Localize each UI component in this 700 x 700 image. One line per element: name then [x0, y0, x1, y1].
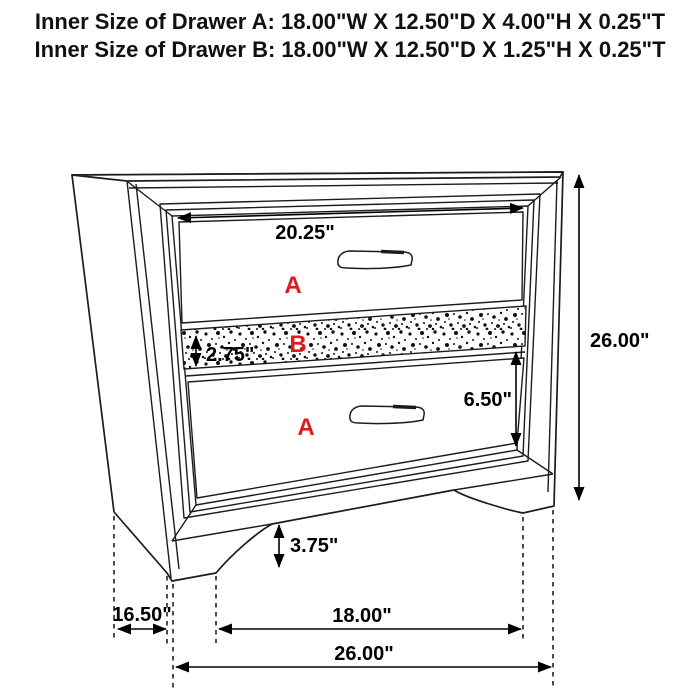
dim-side-depth	[112, 604, 172, 629]
dim-inner-width-top-label: 20.25"	[275, 222, 335, 244]
dim-foot-height-label: 3.75"	[290, 535, 339, 557]
header-line-drawer-b: Inner Size of Drawer B: 18.00"W X 12.50"D X 1.25"H X 0.25"T	[34, 37, 666, 62]
dim-drawer-b-height-label: 2.75"	[206, 344, 255, 366]
header-line-drawer-a: Inner Size of Drawer A: 18.00"W X 12.50"D X 4.00"H X 0.25"T	[34, 9, 666, 34]
dim-drawer-a-bottom-height-label: 6.50"	[463, 389, 512, 411]
dim-foot-height	[279, 525, 338, 567]
dim-overall-width-label: 26.00"	[334, 643, 394, 665]
drawer-handle-top-accent	[381, 252, 404, 253]
drawer-b-label: B	[289, 331, 307, 358]
dim-inner-width-bottom	[219, 605, 521, 629]
dim-overall-height	[579, 175, 650, 500]
drawer-a-bottom-label: A	[297, 414, 315, 441]
dim-side-depth-label: 16.50"	[112, 604, 172, 626]
dim-inner-width-bottom-label: 18.00"	[332, 605, 392, 627]
drawer-a-top-label: A	[284, 272, 302, 299]
dim-overall-height-label: 26.00"	[590, 330, 650, 352]
drawer-handle-bottom-accent	[393, 407, 416, 408]
dim-overall-width	[176, 643, 551, 667]
